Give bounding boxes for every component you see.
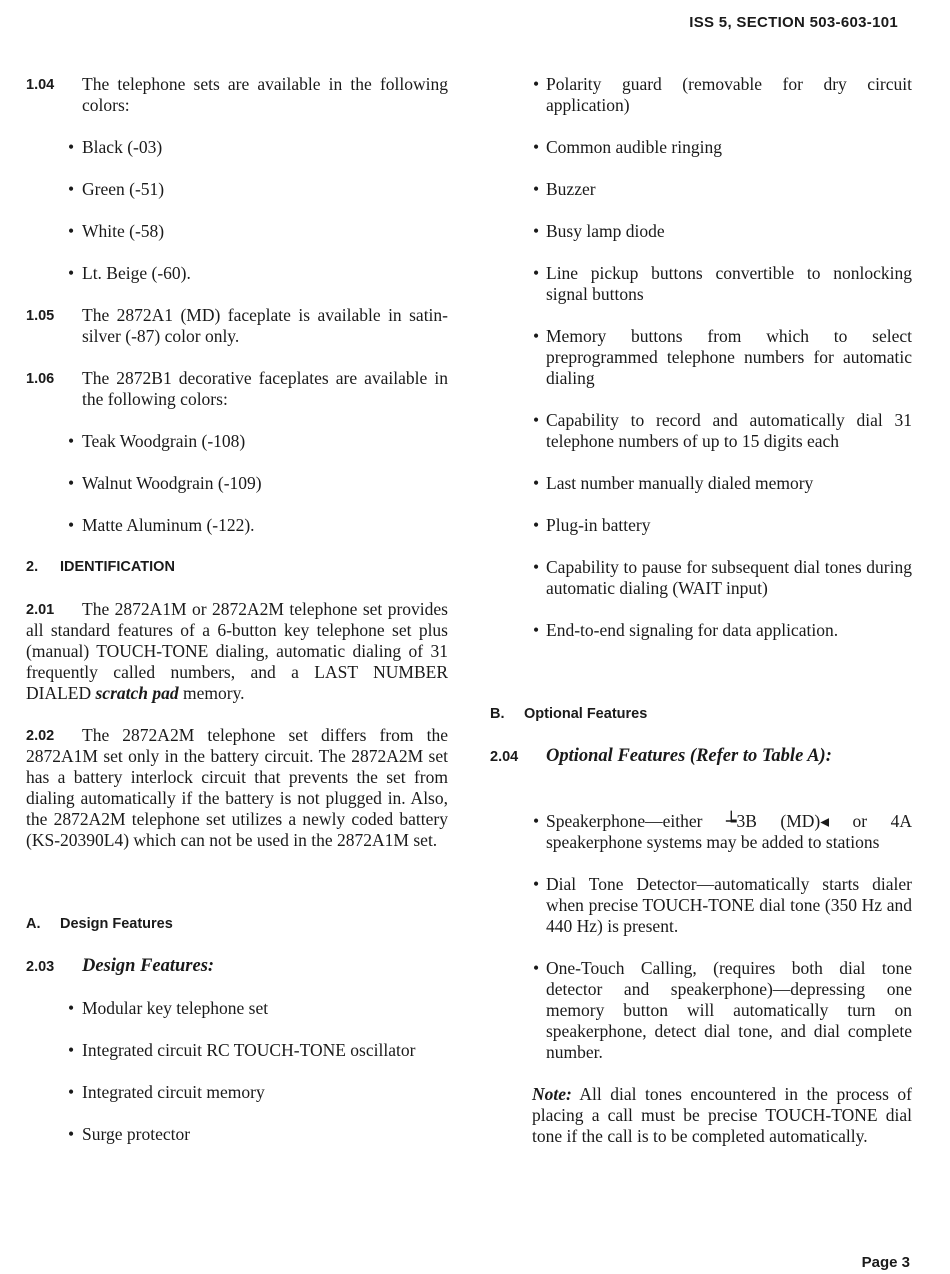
list-item-text: Line pickup buttons convertible to nonlocking signal buttons: [546, 263, 912, 304]
list-item: [490, 74, 912, 116]
bullet-icon: •: [68, 137, 75, 157]
list-item: [490, 410, 912, 452]
list-item: [26, 221, 448, 242]
bullet-icon: •: [68, 1082, 75, 1102]
bullet-icon: •: [533, 263, 540, 283]
bullet-icon: •: [533, 515, 540, 535]
bullet-icon: •: [68, 431, 75, 451]
bullet-icon: •: [68, 1040, 75, 1060]
paragraph-text: [26, 599, 448, 704]
list-item-text: Buzzer: [546, 179, 596, 199]
note-label: Note:: [532, 1084, 572, 1104]
bullet-icon: •: [533, 179, 540, 199]
list-item: [490, 958, 912, 1063]
bullet-icon: •: [533, 137, 540, 157]
paragraph-2-02: [26, 725, 448, 851]
bullet-icon: •: [533, 410, 540, 430]
paragraph-text: The 2872B1 decorative faceplates are available in the following colors:: [82, 368, 448, 409]
paragraph-number: 1.06: [26, 371, 55, 387]
section-number: 2.: [26, 559, 39, 575]
list-item: [26, 473, 448, 494]
paragraph-text: The 2872A2M telephone set differs from the 2872A1M set only in the battery circuit. The 2872A2M set has a battery interlock circuit that prevents the set from dialing automatically if the battery is not plugged in. Also, the 2872A2M telephone set utilizes a newly coded battery (KS-20390L4) which can not be used in the 2872A1M set.: [26, 725, 448, 850]
list-item-text: Lt. Beige (-60).: [82, 263, 191, 283]
spacer: [26, 872, 448, 914]
list-item-text: Walnut Woodgrain (-109): [82, 473, 262, 493]
paragraph-number: 2.04: [490, 749, 519, 765]
list-item: [490, 620, 912, 641]
list-item-text: One-Touch Calling, (requires both dial tone detector and speakerphone)—depressing one memory button will automatically turn on speakerphone, detect dial tone, and dial complete number.: [546, 958, 912, 1062]
paragraph-number: 1.05: [26, 308, 55, 324]
list-item: [490, 473, 912, 494]
bullet-icon: •: [533, 811, 540, 831]
section-heading: [26, 914, 448, 935]
list-item: [490, 137, 912, 158]
list-item-text: Matte Aluminum (-122).: [82, 515, 255, 535]
spacer: [490, 662, 912, 704]
list-item-text: Busy lamp diode: [546, 221, 665, 241]
list-item: [26, 263, 448, 284]
list-item-text: Common audible ringing: [546, 137, 722, 157]
list-item: [490, 221, 912, 242]
list-item-text: White (-58): [82, 221, 165, 241]
list-item: [26, 515, 448, 536]
list-item-text: Integrated circuit memory: [82, 1082, 265, 1102]
bullet-icon: •: [533, 74, 540, 94]
list-item-text: Memory buttons from which to select preprogrammed telephone numbers for automatic dialing: [546, 326, 912, 388]
note-paragraph: [490, 1084, 912, 1147]
paragraph-title: Optional Features (Refer to Table A):: [546, 746, 832, 766]
list-item: [26, 1082, 448, 1103]
bullet-icon: •: [533, 958, 540, 978]
list-item: [26, 998, 448, 1019]
list-item-text: Capability to record and automatically dial 31 telephone numbers of up to 15 digits each: [546, 410, 912, 451]
paragraph-1-04: [26, 74, 448, 116]
bullet-icon: •: [533, 557, 540, 577]
list-item-text: End-to-end signaling for data application.: [546, 620, 839, 640]
spacer: [490, 788, 912, 811]
list-item-text: Plug-in battery: [546, 515, 651, 535]
bullet-icon: •: [68, 221, 75, 241]
paragraph-1-05: [26, 305, 448, 347]
page-number: Page 3: [861, 1254, 910, 1271]
list-item-text: Polarity guard (removable for dry circuit application): [546, 74, 912, 115]
paragraph-title: Design Features:: [82, 956, 215, 976]
paragraph-2-03: [26, 956, 448, 977]
bullet-icon: •: [533, 620, 540, 640]
list-item: [490, 515, 912, 536]
paragraph-number: 2.02: [26, 728, 55, 744]
list-item-text: Capability to pause for subsequent dial tones during automatic dialing (WAIT input): [546, 557, 912, 598]
bullet-icon: •: [533, 473, 540, 493]
paragraph-text: The 2872A1 (MD) faceplate is available in satin-silver (-87) color only.: [82, 305, 448, 346]
list-item: [26, 1124, 448, 1145]
page-header: ISS 5, SECTION 503-603-101: [689, 14, 898, 31]
paragraph-number: 2.03: [26, 959, 55, 975]
list-item: [26, 137, 448, 158]
bullet-icon: •: [68, 263, 75, 283]
bullet-icon: •: [533, 874, 540, 894]
list-item-text: Modular key telephone set: [82, 998, 269, 1018]
list-item: [490, 557, 912, 599]
list-item-text: Last number manually dialed memory: [546, 473, 814, 493]
list-item: [490, 811, 912, 853]
list-item: [490, 179, 912, 200]
list-item-text: Speakerphone—either ┶3B (MD)◂ or 4A speakerphone systems may be added to stations: [546, 811, 912, 852]
bullet-icon: •: [68, 1124, 75, 1144]
section-number: A.: [26, 916, 41, 932]
text-run: The 2872A1M or 2872A2M telephone set provides all standard features of a 6-button key telephone set plus (manual) TOUCH-TONE dialing, automatic dialing of 31 frequently called numbers, and a LAST NUMBER DIALED: [26, 599, 448, 703]
bullet-icon: •: [68, 473, 75, 493]
section-title: Optional Features: [524, 706, 648, 722]
paragraph-text: The telephone sets are available in the following colors:: [82, 74, 448, 115]
paragraph-number: 2.01: [26, 602, 55, 618]
list-item: [26, 1040, 448, 1061]
bullet-icon: •: [68, 998, 75, 1018]
section-title: IDENTIFICATION: [60, 559, 175, 575]
left-column: [26, 74, 448, 1166]
list-item: [26, 431, 448, 452]
text-run: memory.: [178, 683, 245, 703]
section-number: B.: [490, 706, 505, 722]
list-item-text: Teak Woodgrain (-108): [82, 431, 246, 451]
list-item: [490, 263, 912, 305]
list-item: [26, 179, 448, 200]
list-item: [490, 326, 912, 389]
section-heading: [490, 704, 912, 725]
paragraph-1-06: [26, 368, 448, 410]
bullet-icon: •: [533, 221, 540, 241]
list-item-text: Surge protector: [82, 1124, 191, 1144]
bullet-icon: •: [68, 515, 75, 535]
note-text: All dial tones encountered in the process of placing a call must be precise TOUCH-TONE dial tone if the call is to be completed automatically.: [532, 1084, 912, 1146]
list-item-text: Green (-51): [82, 179, 165, 199]
list-item: [490, 874, 912, 937]
section-heading: [26, 557, 448, 578]
paragraph-number: 1.04: [26, 77, 55, 93]
list-item-text: Black (-03): [82, 137, 163, 157]
section-title: Design Features: [60, 916, 173, 932]
bullet-icon: •: [68, 179, 75, 199]
right-column: [490, 74, 912, 1147]
emphasis-text: scratch pad: [95, 683, 179, 703]
list-item-text: Integrated circuit RC TOUCH-TONE oscillator: [82, 1040, 416, 1060]
paragraph-2-04: [490, 746, 912, 767]
bullet-icon: •: [533, 326, 540, 346]
paragraph-2-01: [26, 599, 448, 704]
list-item-text: Dial Tone Detector—automatically starts dialer when precise TOUCH-TONE dial tone (350 Hz and 440 Hz) is present.: [546, 874, 912, 936]
